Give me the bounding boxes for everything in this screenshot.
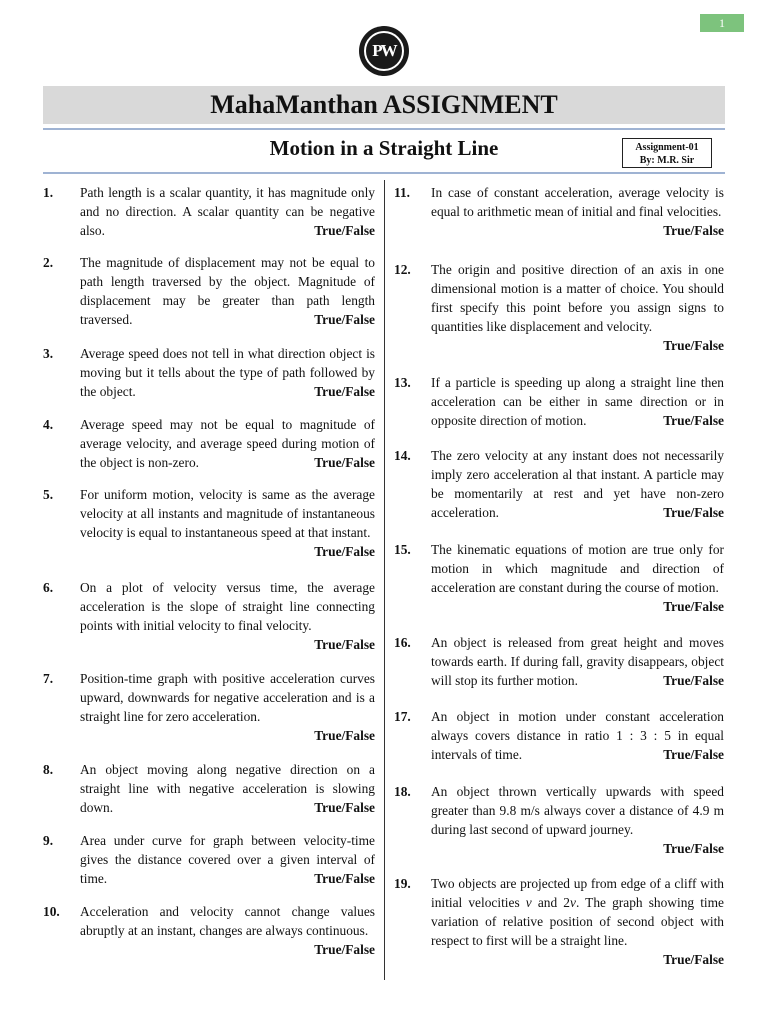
question-number: 1. xyxy=(43,185,54,200)
question-number: 12. xyxy=(394,262,411,277)
question-3 xyxy=(43,344,375,401)
header-rule-top xyxy=(43,128,725,130)
question-number: 4. xyxy=(43,417,54,432)
question-12 xyxy=(394,260,724,355)
pw-logo xyxy=(359,26,409,76)
question-2 xyxy=(43,253,375,329)
question-number: 11. xyxy=(394,185,410,200)
true-false-label: True/False xyxy=(663,223,724,238)
velocity-symbol: v xyxy=(525,895,532,910)
page-number: 1 xyxy=(700,14,744,32)
true-false-label: True/False xyxy=(314,384,375,399)
question-number: 19. xyxy=(394,876,411,891)
question-15 xyxy=(394,540,724,616)
true-false-label: True/False xyxy=(663,338,724,353)
question-number: 10. xyxy=(43,904,60,919)
left-column xyxy=(43,183,375,972)
true-false-label: True/False xyxy=(663,952,724,967)
question-text: On a plot of velocity versus time, the average acceleration is the slope of straight line connecting points with initial velocity to final velocity. xyxy=(80,580,375,633)
question-text: The magnitude of displacement may not be equal to path length traversed by the object. Magnitude of displacement may be greater than path length traversed. xyxy=(80,255,375,327)
question-text: Path length is a scalar quantity, it has magnitude only and no direction. A scalar quantity can be negative also. xyxy=(80,185,375,238)
question-number: 15. xyxy=(394,542,411,557)
question-18 xyxy=(394,782,724,858)
true-false-label: True/False xyxy=(314,455,375,470)
question-number: 18. xyxy=(394,784,411,799)
question-number: 3. xyxy=(43,346,54,361)
question-10 xyxy=(43,902,375,959)
question-19 xyxy=(394,874,724,969)
true-false-label: True/False xyxy=(314,800,375,815)
question-9 xyxy=(43,831,375,888)
question-text: Area under curve for graph between velocity-time gives the distance covered over a given interval of time. xyxy=(80,833,375,886)
question-number: 13. xyxy=(394,375,411,390)
page-title: MahaManthan ASSIGNMENT xyxy=(43,86,725,124)
true-false-label: True/False xyxy=(314,942,375,957)
question-5 xyxy=(43,485,375,561)
question-text: Position-time graph with positive acceleration curves upward, downwards for negative acceleration and is a straight line for zero acceleration. xyxy=(80,671,375,724)
question-text: Acceleration and velocity cannot change values abruptly at an instant, changes are always continuous. xyxy=(80,904,375,938)
true-false-label: True/False xyxy=(663,599,724,614)
question-text: . The graph showing time variation of relative position of second object with respect to first will be a straight line. xyxy=(431,895,724,948)
question-number: 17. xyxy=(394,709,411,724)
true-false-label: True/False xyxy=(314,871,375,886)
question-number: 9. xyxy=(43,833,54,848)
question-text: Two objects are projected up from edge of a cliff with initial velocities xyxy=(431,876,724,910)
question-text: and 2 xyxy=(531,895,570,910)
true-false-label: True/False xyxy=(314,728,375,743)
question-text: An object in motion under constant acceleration always covers distance in ratio 1 : 3 : 5 in equal intervals of time. xyxy=(431,709,724,762)
true-false-label: True/False xyxy=(663,841,724,856)
true-false-label: True/False xyxy=(314,223,375,238)
question-number: 5. xyxy=(43,487,54,502)
right-column xyxy=(394,183,724,982)
question-16 xyxy=(394,633,724,690)
question-text: In case of constant acceleration, average velocity is equal to arithmetic mean of initial and final velocities. xyxy=(431,185,724,219)
assignment-author: By: M.R. Sir xyxy=(639,155,695,166)
column-divider xyxy=(384,180,385,980)
logo-mark: PW xyxy=(364,31,404,71)
question-8 xyxy=(43,760,375,817)
true-false-label: True/False xyxy=(663,413,724,428)
velocity-symbol: v xyxy=(570,895,576,910)
question-text: An object is released from great height and moves towards earth. If during fall, gravity disappears, object will stop its further motion. xyxy=(431,635,724,688)
question-text: The origin and positive direction of an axis in one dimensional motion is a matter of choice. You should first specify this point before you assign signs to quantities like displacement and velocity. xyxy=(431,262,724,334)
question-number: 14. xyxy=(394,448,411,463)
question-text: The zero velocity at any instant does not necessarily imply zero acceleration al that instant. A particle may be momentarily at rest and yet have non-zero acceleration. xyxy=(431,448,724,520)
assignment-box xyxy=(622,138,712,168)
true-false-label: True/False xyxy=(314,637,375,652)
header-rule-bottom xyxy=(43,172,725,174)
question-1 xyxy=(43,183,375,240)
true-false-label: True/False xyxy=(663,505,724,520)
question-11 xyxy=(394,183,724,240)
question-text: An object moving along negative direction on a straight line with negative acceleration is slowing down. xyxy=(80,762,375,815)
question-number: 16. xyxy=(394,635,411,650)
question-6 xyxy=(43,578,375,654)
topic-title: Motion in a Straight Line xyxy=(269,136,499,160)
question-text: For uniform motion, velocity is same as the average velocity at all instants and magnitude of instantaneous velocity is equal to instantaneous speed at that instant. xyxy=(80,487,375,540)
question-14 xyxy=(394,446,724,522)
true-false-label: True/False xyxy=(314,544,375,559)
question-text: An object thrown vertically upwards with speed greater than 9.8 m/s always cover a distance of 4.9 m during last second of upward journey. xyxy=(431,784,724,837)
question-4 xyxy=(43,415,375,472)
question-number: 2. xyxy=(43,255,54,270)
question-text: Average speed may not be equal to magnitude of average velocity, and average speed during motion of the object is non-zero. xyxy=(80,417,375,470)
question-number: 6. xyxy=(43,580,54,595)
question-17 xyxy=(394,707,724,764)
true-false-label: True/False xyxy=(314,312,375,327)
question-text: The kinematic equations of motion are true only for motion in which magnitude and direction of acceleration are constant during the course of motion. xyxy=(431,542,724,595)
question-number: 7. xyxy=(43,671,54,686)
question-text: Average speed does not tell in what direction object is moving but it tells about the type of path followed by the object. xyxy=(80,346,375,399)
assignment-id: Assignment-01 xyxy=(635,142,699,153)
true-false-label: True/False xyxy=(663,673,724,688)
question-number: 8. xyxy=(43,762,54,777)
question-7 xyxy=(43,669,375,745)
question-13 xyxy=(394,373,724,430)
true-false-label: True/False xyxy=(663,747,724,762)
question-text: If a particle is speeding up along a straight line then acceleration can be either in same direction or in opposite direction of motion. xyxy=(431,375,724,428)
